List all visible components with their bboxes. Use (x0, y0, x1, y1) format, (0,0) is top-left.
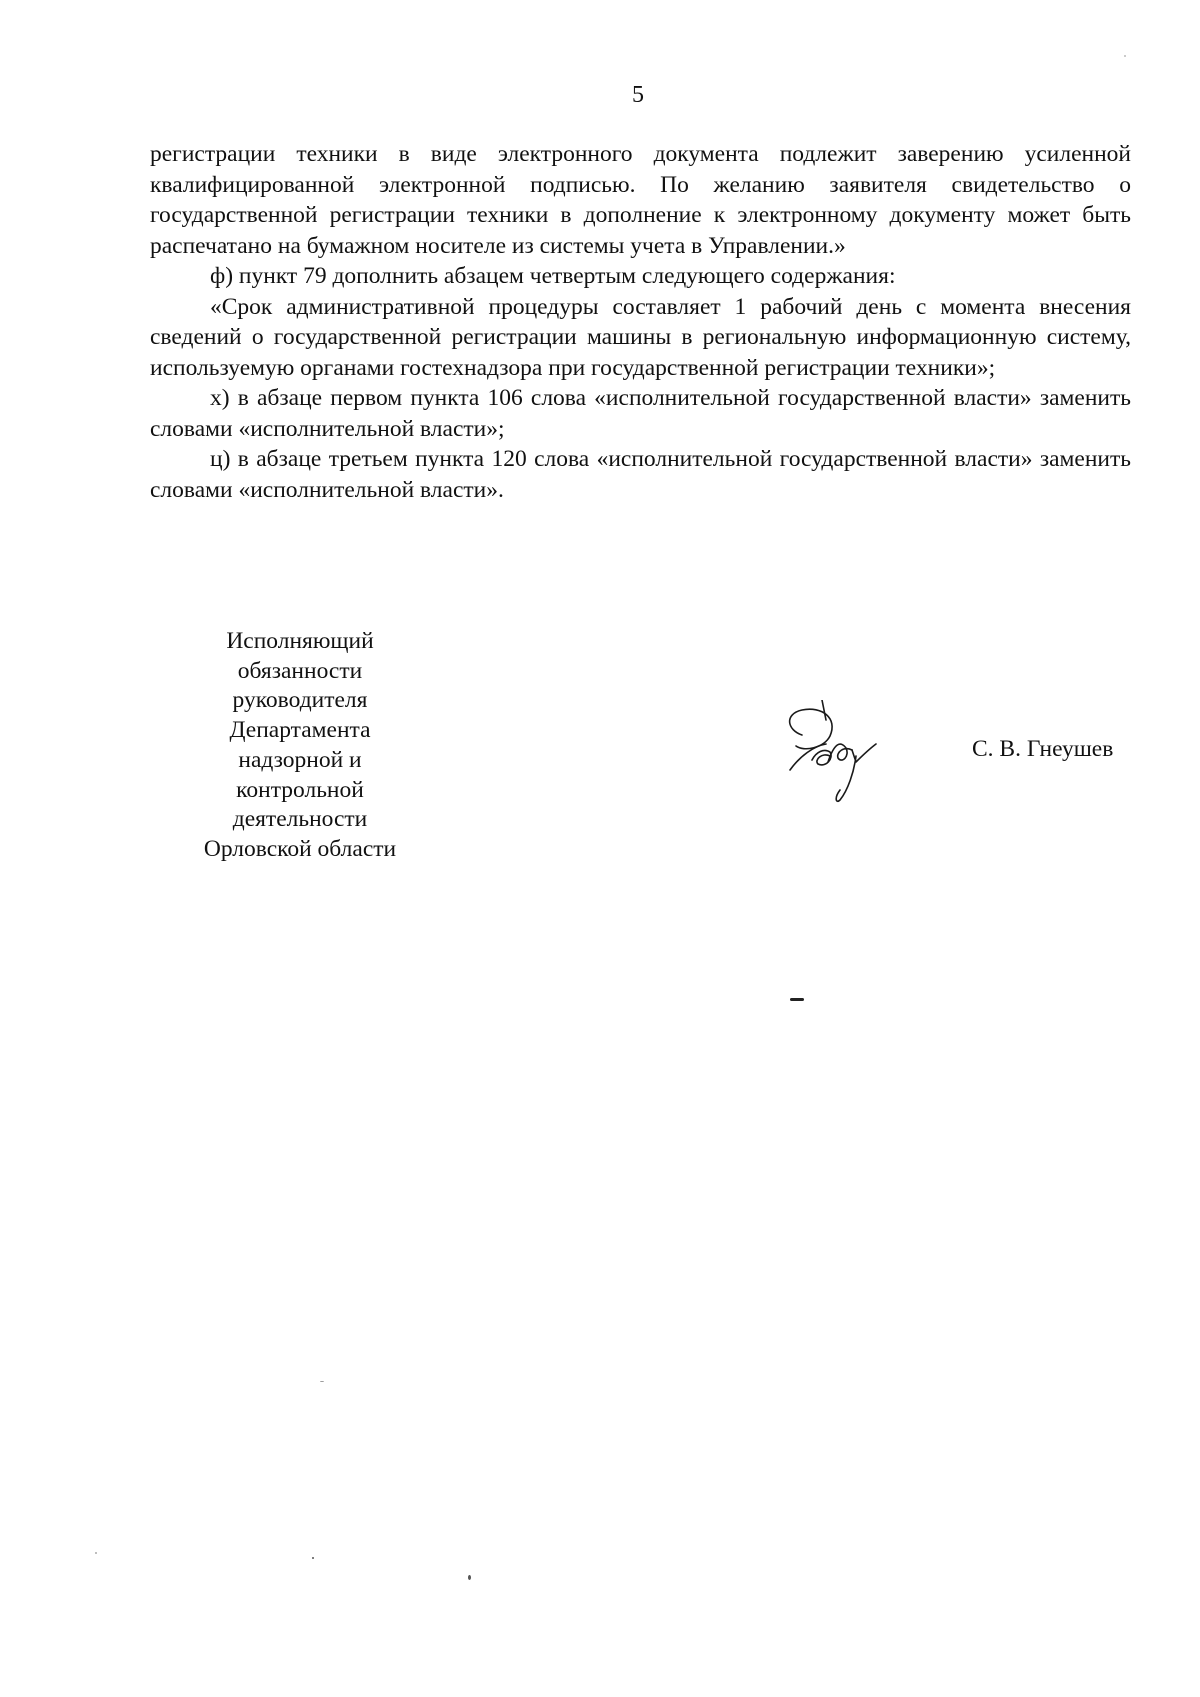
handwritten-signature (782, 700, 892, 810)
signer-title-line: Департамента (229, 717, 371, 744)
scan-speck (1124, 55, 1126, 57)
signer-title (170, 627, 430, 865)
scan-speck (312, 1557, 314, 1559)
scan-speck (790, 998, 804, 1001)
signer-name: С. В. Гнеушев (972, 736, 1114, 762)
scan-speck (468, 1575, 471, 1580)
page-number: 5 (632, 82, 644, 108)
scan-speck (95, 1552, 97, 1554)
document-body (150, 139, 1131, 505)
signer-title-line: руководителя (232, 687, 368, 714)
paragraph-quote: «Срок административной процедуры составляет 1 рабочий день с момента внесения сведений о государственной регистрации машины в региональную информационную систему, используемую органами гостехнадзора при государственной регистрации техники»; (150, 293, 1131, 381)
paragraph-continuation: регистрации техники в виде электронного документа подлежит заверению усиленной квалифицированной электронной подписью. По желанию заявителя свидетельство о государственной регистрации техники в дополнение к электронному документу может быть распечатано на бумажном носителе из системы учета в Управлении.» (150, 141, 1131, 259)
signer-title-line: обязанности (237, 657, 363, 684)
signer-title-line: контрольной (236, 776, 364, 803)
paragraph-item-f: ф) пункт 79 дополнить абзацем четвертым следующего содержания: (210, 263, 896, 289)
scan-speck (320, 1381, 324, 1382)
signer-title-line: надзорной и (238, 746, 362, 773)
signer-title-line: деятельности (232, 806, 368, 833)
paragraph-item-kh: х) в абзаце первом пункта 106 слова «исполнительной государственной власти» заменить словами «исполнительной власти»; (150, 385, 1131, 442)
signer-title-line: Исполняющий (226, 628, 374, 654)
signer-title-line: Орловской области (203, 835, 397, 862)
paragraph-item-ts: ц) в абзаце третьем пункта 120 слова «исполнительной государственной власти» заменить словами «исполнительной власти». (150, 446, 1131, 503)
